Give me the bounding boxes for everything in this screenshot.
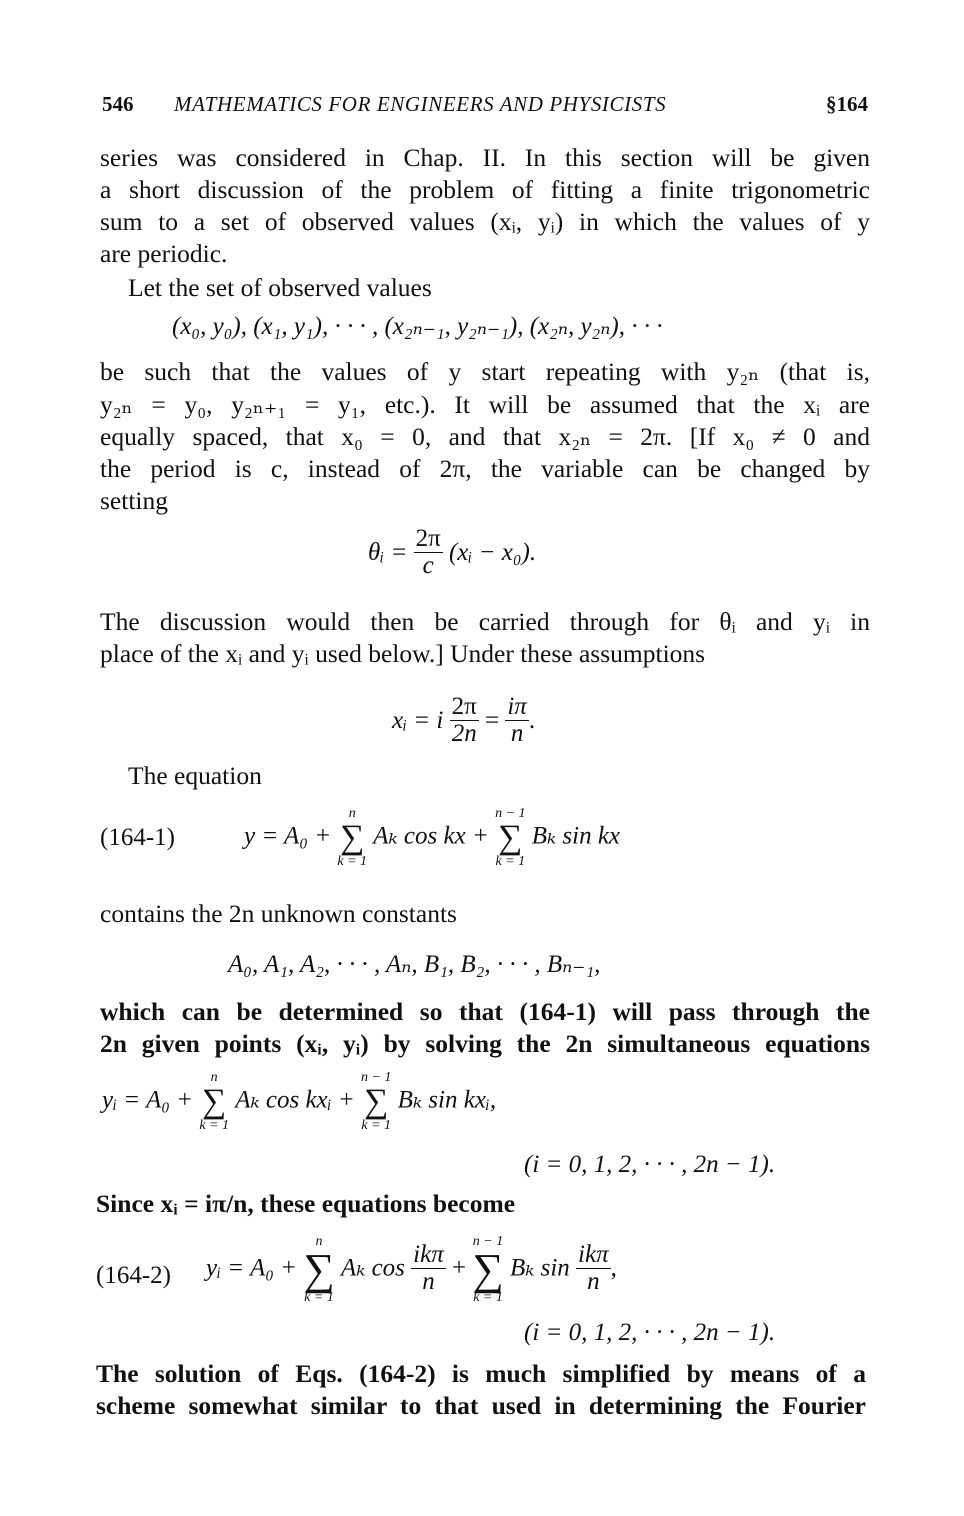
text-line: are periodic. bbox=[100, 239, 228, 268]
text-line: contains the 2n unknown constants bbox=[100, 899, 457, 928]
equation-label: (164-2) bbox=[96, 1262, 171, 1289]
text-line: 2n given points (xᵢ, yᵢ) by solving the 2n simultaneous equations bbox=[100, 1029, 870, 1058]
yi-equation: yᵢ = A₀ + n ∑ k = 1 Aₖ cos kxᵢ + n − 1 ∑ k = 1 Bₖ sin kxᵢ, bbox=[102, 1070, 497, 1133]
equation-164-2: yᵢ = A₀ + n ∑ k = 1 Aₖ cos $\frac{\text{ikπ}}{n}$ + n − 1 ∑ k = 1 Bₖ sin $\frac{\text{ikπ}}{n}$ , bbox=[206, 1234, 617, 1305]
text-line: sum to a set of observed values (xᵢ, yᵢ) in which the values of y bbox=[100, 207, 870, 236]
fraction: $\frac{\text{ikπ}}{n}$ bbox=[413, 1240, 444, 1295]
text-line: which can be determined so that (164-1) will pass through the bbox=[100, 997, 870, 1026]
sequence-display: (x₀, y₀), (x₁, y₁), · · · , (x₂ₙ₋₁, y₂ₙ₋₁), (x₂ₙ, y₂ₙ), · · · bbox=[172, 313, 663, 340]
equation-label: (164-1) bbox=[100, 824, 175, 851]
index-range: (i = 0, 1, 2, · · · , 2n − 1). bbox=[524, 1151, 776, 1178]
fraction: $\frac{2\pi}{2n}$ bbox=[451, 693, 477, 747]
text-line: scheme somewhat similar to that used in determining the Fourier bbox=[96, 1391, 866, 1420]
text-line: equally spaced, that x₀ = 0, and that x₂ₙ = 2π. [If x₀ ≠ 0 and bbox=[100, 422, 870, 451]
equation-164-1: y = A₀ + n ∑ k = 1 Aₖ cos kx + n − 1 ∑ k = 1 Bₖ sin kx bbox=[244, 806, 621, 869]
text-line: Let the set of observed values bbox=[128, 273, 432, 302]
text-line: a short discussion of the problem of fitting a finite trigonometric bbox=[100, 175, 870, 204]
text-line: y₂ₙ = y₀, y₂ₙ₊₁ = y₁, etc.). It will be assumed that the xᵢ are bbox=[100, 390, 870, 419]
summation-symbol: n ∑ k = 1 bbox=[303, 1234, 335, 1305]
summation-symbol: n − 1 ∑ k = 1 bbox=[472, 1234, 504, 1305]
text-line: series was considered in Chap. II. In this section will be given bbox=[100, 143, 870, 172]
text-line: The discussion would then be carried through for θᵢ and yᵢ in bbox=[100, 607, 870, 636]
text-line: Since xᵢ = iπ/n, these equations become bbox=[96, 1189, 516, 1218]
running-title: MATHEMATICS FOR ENGINEERS AND PHYSICISTS bbox=[174, 92, 667, 116]
summation-symbol: n ∑ k = 1 bbox=[199, 1070, 229, 1133]
summation-symbol: n − 1 ∑ k = 1 bbox=[360, 1070, 392, 1133]
fraction: $\frac{i\pi}{n}$ bbox=[507, 693, 527, 747]
text-line: place of the xᵢ and yᵢ used below.] Under these assumptions bbox=[100, 639, 706, 668]
equation-lhs: θᵢ = bbox=[368, 539, 408, 567]
text-line: The solution of Eqs. (164-2) is much simplified by means of a bbox=[96, 1359, 866, 1388]
section-number: §164 bbox=[826, 92, 868, 116]
text-line: the period is c, instead of 2π, the variable can be changed by bbox=[100, 454, 870, 483]
summation-symbol: n − 1 ∑ k = 1 bbox=[495, 806, 526, 869]
text-line: The equation bbox=[128, 761, 262, 790]
index-range: (i = 0, 1, 2, · · · , 2n − 1). bbox=[524, 1319, 776, 1346]
fraction: $\frac{\text{ikπ}}{n}$ bbox=[578, 1240, 609, 1295]
theta-equation bbox=[368, 525, 537, 581]
text-line: setting bbox=[100, 486, 168, 515]
running-header bbox=[102, 92, 868, 122]
fraction: $\frac{2\pi}{c}$ bbox=[415, 525, 441, 579]
summation-symbol: n ∑ k = 1 bbox=[337, 806, 368, 869]
constants-display: A₀, A₁, A₂, · · · , Aₙ, B₁, B₂, · · · , Bₙ₋₁, bbox=[228, 951, 601, 978]
xi-equation: xᵢ = i $\frac{2\pi}{2n}$ = $\frac{i\pi}{n}$ . bbox=[392, 693, 536, 747]
equation-rhs: (xᵢ − x₀). bbox=[448, 539, 537, 567]
text-line: be such that the values of y start repeating with y₂ₙ (that is, bbox=[100, 357, 870, 386]
page-number: 546 bbox=[102, 92, 134, 116]
